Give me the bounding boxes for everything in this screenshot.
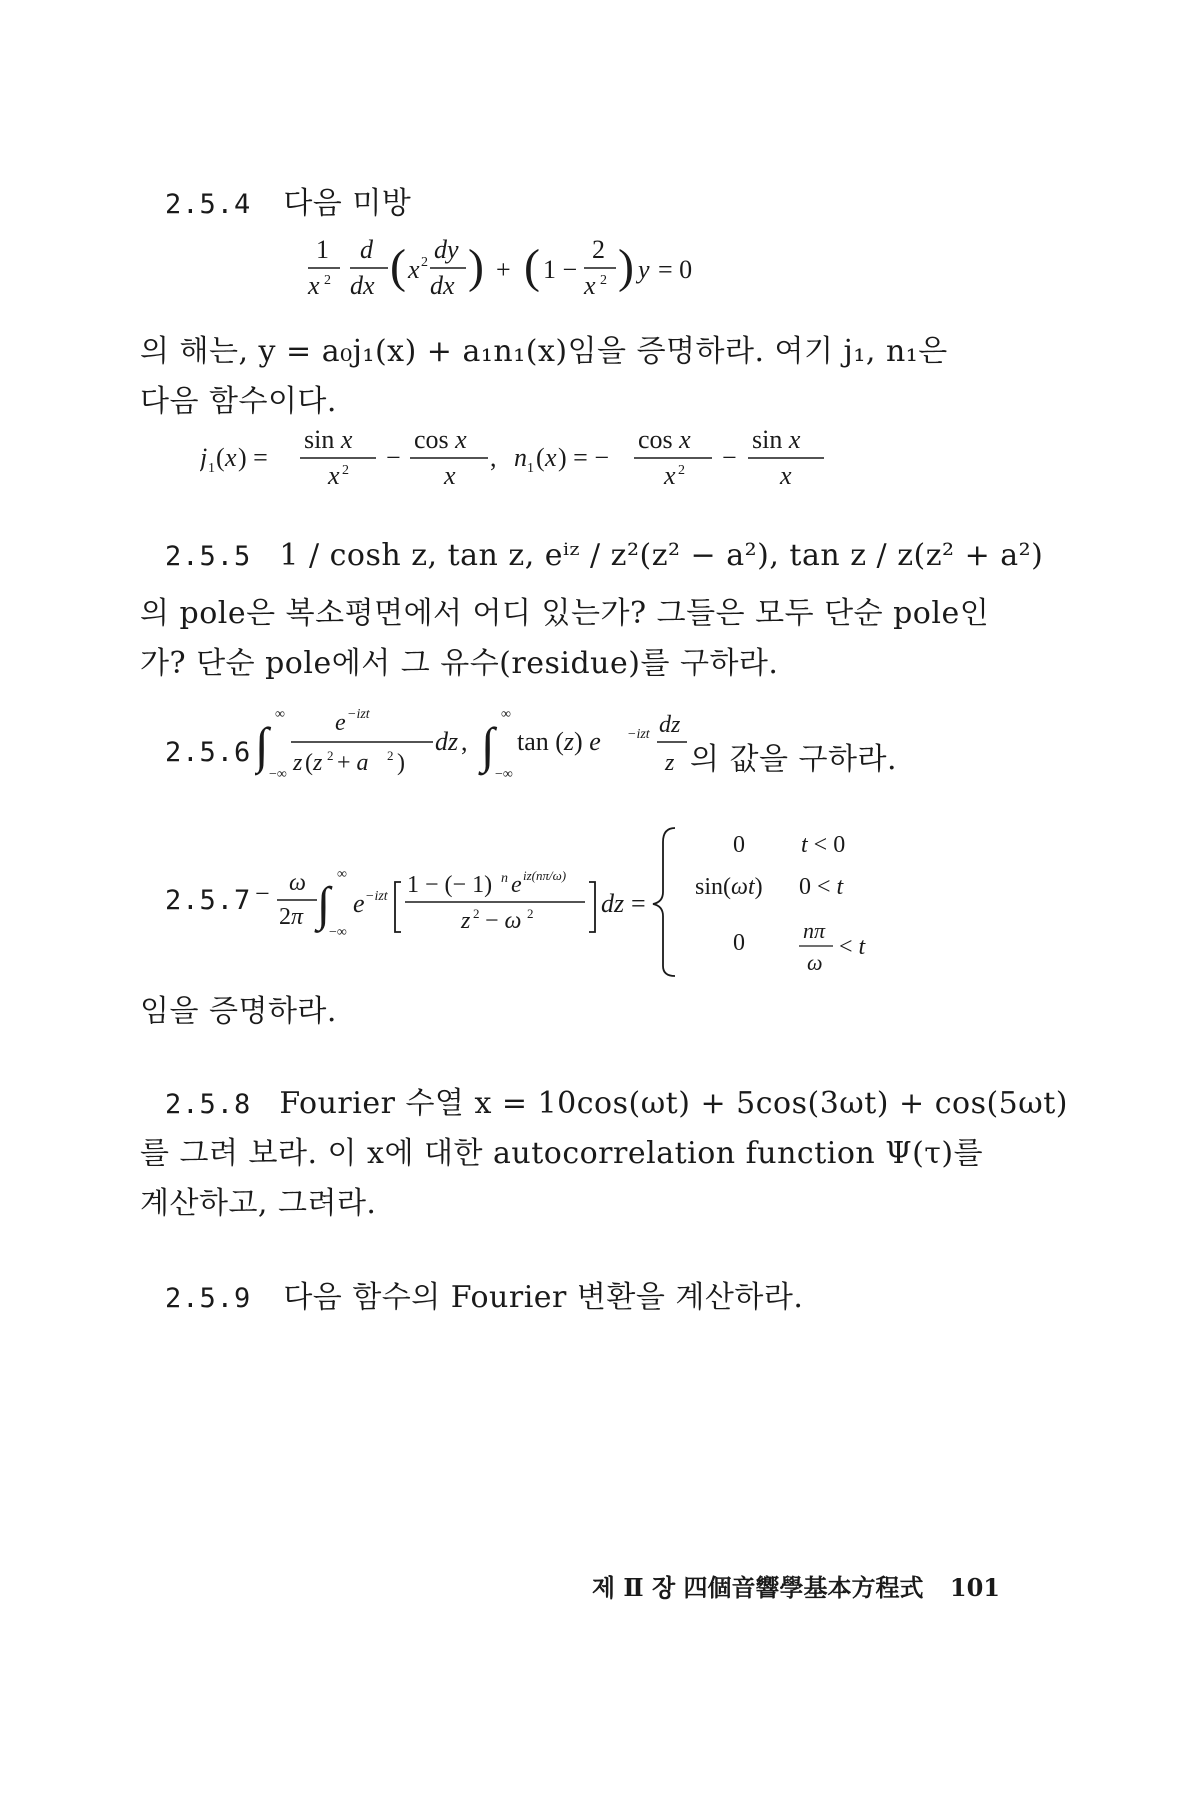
svg-text:0 < t: 0 < t — [799, 874, 844, 900]
svg-text:2: 2 — [387, 748, 394, 763]
svg-text:2: 2 — [421, 255, 428, 270]
svg-text:1: 1 — [208, 461, 215, 476]
equation-fourier-integral — [255, 820, 895, 984]
svg-text:x: x — [780, 461, 792, 490]
svg-text:nπ: nπ — [803, 918, 826, 943]
svg-text:): ) — [468, 240, 484, 293]
svg-text:,: , — [490, 443, 497, 472]
problem-text: 다음 함수의 Fourier 변환을 계산하라. — [283, 1280, 804, 1315]
svg-text:e: e — [335, 710, 346, 736]
svg-text:dx: dx — [430, 271, 455, 300]
svg-text:): ) — [397, 750, 405, 776]
svg-text:−izt: −izt — [365, 889, 388, 904]
svg-text:): ) — [618, 240, 634, 293]
svg-text:dx: dx — [350, 271, 375, 300]
svg-text:sin(ωt): sin(ωt) — [695, 874, 763, 900]
svg-text:x: x — [664, 461, 676, 490]
chapter-title: 제 Ⅱ 장 四個音響學基本方程式 — [591, 1573, 924, 1602]
svg-text:x: x — [408, 255, 420, 284]
svg-text:2: 2 — [527, 906, 534, 921]
svg-text:(: ( — [216, 443, 225, 472]
svg-text:z: z — [461, 908, 471, 934]
svg-text:2π: 2π — [279, 904, 304, 930]
svg-text:x: x — [545, 443, 557, 472]
problem-2-5-5-line-1 — [165, 538, 1043, 573]
svg-text:sin x: sin x — [304, 425, 353, 454]
problem-2-5-4-header — [165, 178, 411, 222]
problem-2-5-7-text: 임을 증명하라. — [140, 994, 337, 1029]
svg-text:−∞: −∞ — [269, 767, 287, 782]
equation-contour-integrals — [255, 700, 725, 794]
svg-text:ω: ω — [289, 870, 306, 896]
svg-text:2: 2 — [324, 273, 331, 288]
problem-2-5-7-number — [165, 882, 251, 917]
svg-text:z: z — [293, 750, 303, 776]
problem-text: 1 / cosh z, tan z, eⁱᶻ / z²(z² − a²), tan z / z(z² + a²) — [279, 538, 1044, 573]
svg-text:y: y — [638, 255, 650, 284]
svg-text:2: 2 — [600, 273, 607, 288]
svg-text:tan (z) e: tan (z) e — [517, 727, 601, 756]
svg-text:∞: ∞ — [337, 867, 347, 882]
svg-text:n: n — [514, 443, 527, 472]
svg-text:−: − — [722, 443, 737, 472]
svg-text:(z: (z — [305, 750, 323, 776]
svg-text:2: 2 — [592, 235, 605, 264]
svg-text:x: x — [225, 443, 237, 472]
svg-text:sin x: sin x — [752, 425, 801, 454]
svg-text:cos x: cos x — [414, 425, 467, 454]
problem-2-5-6-text: 의 값을 구하라. — [690, 742, 897, 777]
svg-text:(: ( — [524, 240, 540, 293]
svg-text:1 −: 1 − — [543, 255, 578, 284]
svg-text:=: = — [631, 889, 646, 918]
svg-text:∫: ∫ — [255, 717, 269, 773]
svg-text:2: 2 — [327, 748, 334, 763]
problem-number: 2.5.4 — [165, 189, 252, 220]
svg-text:+ a: + a — [337, 750, 369, 776]
svg-text:+: + — [496, 255, 511, 284]
svg-text:iz(nπ/ω): iz(nπ/ω) — [523, 868, 567, 883]
problem-number: 2.5.5 — [165, 541, 252, 572]
problem-2-5-5-line-3: 가? 단순 pole에서 그 유수(residue)를 구하라. — [140, 646, 779, 681]
svg-text:−: − — [386, 443, 401, 472]
svg-text:< t: < t — [839, 934, 866, 960]
svg-text:) =: ) = — [238, 443, 268, 472]
svg-text:dz: dz — [435, 727, 459, 756]
equation-bessel-ode — [300, 228, 760, 312]
svg-text:,: , — [461, 727, 468, 756]
svg-text:−: − — [255, 879, 270, 908]
problem-2-5-8-line-2: 를 그려 보라. 이 x에 대한 autocorrelation function Ψ(τ)를 — [140, 1136, 984, 1171]
svg-text:dz: dz — [659, 712, 681, 738]
problem-2-5-8-line-3: 계산하고, 그려라. — [140, 1186, 377, 1221]
svg-text:∫: ∫ — [481, 717, 495, 773]
page-number: 101 — [949, 1573, 1000, 1602]
problem-text: Fourier 수열 x = 10cos(ωt) + 5cos(3ωt) + cos(5ωt) — [279, 1086, 1068, 1121]
svg-text:−izt: −izt — [627, 727, 650, 742]
svg-text:x: x — [584, 271, 596, 300]
svg-text:∞: ∞ — [501, 707, 511, 722]
svg-text:e: e — [353, 889, 365, 918]
svg-text:(: ( — [390, 240, 406, 293]
svg-text:−izt: −izt — [347, 707, 370, 722]
problem-number: 2.5.7 — [165, 885, 252, 916]
svg-text:x: x — [308, 271, 320, 300]
problem-number: 2.5.6 — [165, 737, 252, 768]
svg-text:∞: ∞ — [275, 707, 285, 722]
svg-text:n: n — [501, 871, 508, 886]
svg-text:1: 1 — [316, 235, 329, 264]
problem-number: 2.5.9 — [165, 1283, 252, 1314]
svg-text:x: x — [444, 461, 456, 490]
svg-text:−∞: −∞ — [329, 925, 347, 940]
svg-text:1 − (− 1): 1 − (− 1) — [407, 872, 493, 898]
svg-text:d: d — [360, 235, 373, 264]
problem-2-5-4-text-1: 의 해는, y = a₀j₁(x) + a₁n₁(x)임을 증명하라. 여기 j₁, n₁은 — [140, 334, 948, 369]
svg-text:x: x — [328, 461, 340, 490]
svg-text:∫: ∫ — [317, 878, 331, 931]
problem-2-5-4-text-2: 다음 함수이다. — [140, 384, 337, 419]
svg-text:z: z — [665, 750, 675, 776]
svg-text:2: 2 — [342, 463, 349, 478]
page-footer — [592, 1568, 1000, 1603]
svg-text:dy: dy — [434, 235, 459, 264]
problem-2-5-9-line — [165, 1272, 803, 1316]
svg-text:) = −: ) = − — [558, 443, 609, 472]
svg-text:j: j — [200, 443, 208, 472]
svg-text:dz: dz — [601, 889, 625, 918]
svg-text:2: 2 — [473, 906, 480, 921]
svg-text:− ω: − ω — [485, 908, 522, 934]
svg-text:ω: ω — [807, 950, 823, 975]
svg-text:1: 1 — [527, 461, 534, 476]
svg-text:0: 0 — [733, 832, 745, 858]
svg-text:2: 2 — [678, 463, 685, 478]
svg-text:= 0: = 0 — [658, 255, 693, 284]
problem-number: 2.5.8 — [165, 1089, 252, 1120]
problem-text: 다음 미방 — [283, 186, 412, 221]
svg-text:0: 0 — [733, 930, 745, 956]
problem-2-5-8-line-1 — [165, 1078, 1068, 1122]
svg-text:cos x: cos x — [638, 425, 691, 454]
problem-2-5-5-line-2: 의 pole은 복소평면에서 어디 있는가? 그들은 모두 단순 pole인 — [140, 596, 990, 631]
problem-2-5-6-number — [165, 734, 251, 769]
svg-text:e: e — [511, 872, 522, 898]
svg-text:t < 0: t < 0 — [801, 832, 846, 858]
svg-text:−∞: −∞ — [495, 767, 513, 782]
equation-spherical-bessel — [200, 418, 850, 502]
svg-text:(: ( — [536, 443, 545, 472]
